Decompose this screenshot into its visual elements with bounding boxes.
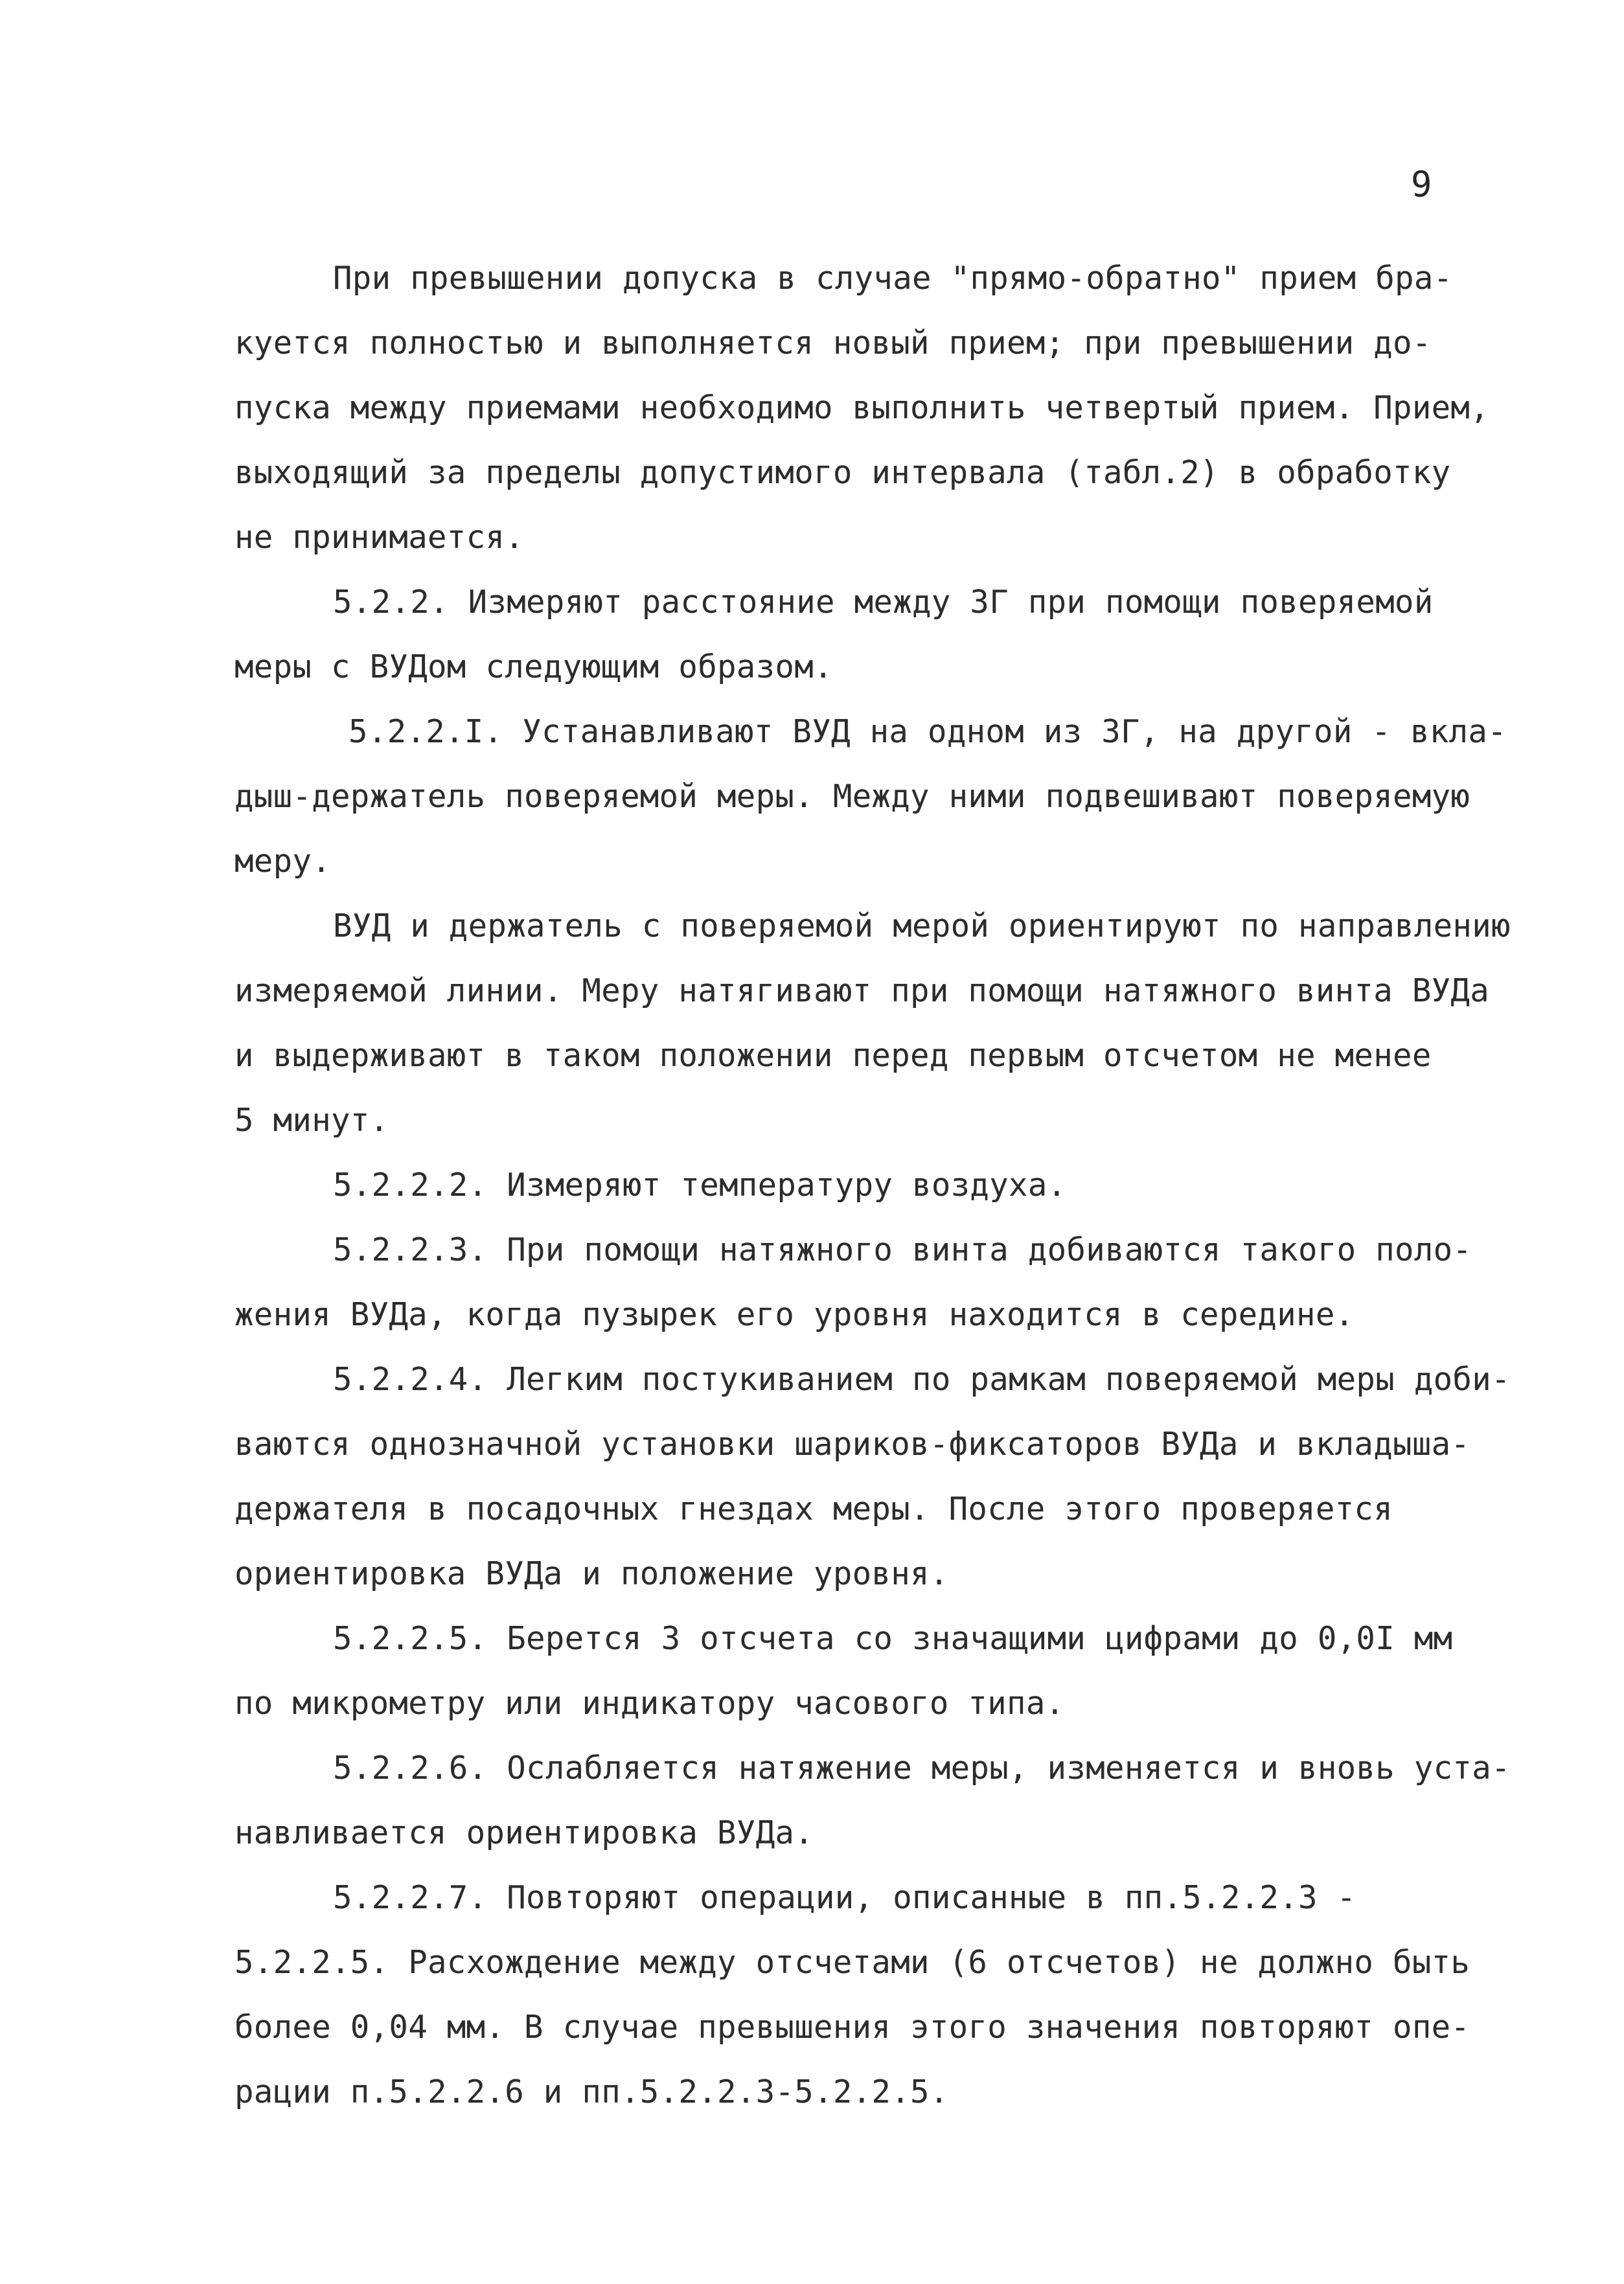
text-line: куется полностью и выполняется новый прием; при превышении до-: [234, 325, 1432, 361]
text-line: меру.: [234, 843, 332, 880]
text-line: 5.2.2.4. Легким постукиванием по рамкам поверяемой меры доби-: [333, 1361, 1511, 1398]
text-line: по микрометру или индикатору часового типа.: [234, 1685, 1065, 1722]
text-line: навливается ориентировка ВУДа.: [234, 1814, 814, 1851]
page-number: 9: [1411, 164, 1432, 205]
text-line: 5.2.2. Измеряют расстояние между ЗГ при помощи поверяемой: [333, 584, 1434, 621]
text-line: меры с ВУДом следующим образом.: [234, 648, 833, 685]
text-line: 5.2.2.7. Повторяют операции, описанные в пп.5.2.2.3 -: [333, 1879, 1356, 1916]
text-line: не принимается.: [234, 519, 525, 556]
text-line: 5.2.2.3. При помощи натяжного винта добиваются такого поло-: [333, 1231, 1472, 1268]
text-line: жения ВУДа, когда пузырек его уровня находится в середине.: [234, 1296, 1355, 1333]
text-line: и выдерживают в таком положении перед первым отсчетом не менее: [234, 1037, 1432, 1074]
text-line: 5.2.2.5. Расхождение между отсчетами (6 отсчетов) не должно быть: [234, 1944, 1470, 1981]
text-line: пуска между приемами необходимо выполнить четвертый прием. Прием,: [234, 389, 1490, 426]
text-line: 5.2.2.5. Берется 3 отсчета со значащими цифрами до 0,0I мм: [333, 1620, 1453, 1657]
text-line: дыш-держатель поверяемой меры. Между ними подвешивают поверяемую: [234, 778, 1470, 815]
text-line: 5 минут.: [234, 1102, 389, 1139]
text-line: ВУД и держатель с поверяемой мерой ориентируют по направлению: [333, 908, 1511, 944]
text-line: ориентировка ВУДа и положение уровня.: [234, 1555, 949, 1592]
text-line: 5.2.2.6. Ослабляется натяжение меры, изменяется и вновь уста-: [333, 1750, 1511, 1787]
document-body: [234, 246, 1569, 2125]
text-line: измеряемой линии. Меру натягивают при помощи натяжного винта ВУДа: [234, 972, 1490, 1009]
text-line: более 0,04 мм. В случае превышения этого значения повторяют опе-: [234, 2009, 1470, 2046]
text-line: ваются однозначной установки шариков-фиксаторов ВУДа и вкладыша-: [234, 1426, 1470, 1463]
text-line: При превышении допуска в случае "прямо-обратно" прием бра-: [333, 260, 1453, 297]
text-line: 5.2.2.2. Измеряют температуру воздуха.: [333, 1167, 1067, 1204]
text-line: 5.2.2.I. Устанавливают ВУД на одном из ЗГ, на другой - вкла-: [349, 713, 1507, 750]
text-line: рации п.5.2.2.6 и пп.5.2.2.3-5.2.2.5.: [234, 2073, 949, 2110]
text-line: держателя в посадочных гнездах меры. После этого проверяется: [234, 1490, 1393, 1527]
text-line: выходящий за пределы допустимого интервала (табл.2) в обработку: [234, 454, 1451, 491]
